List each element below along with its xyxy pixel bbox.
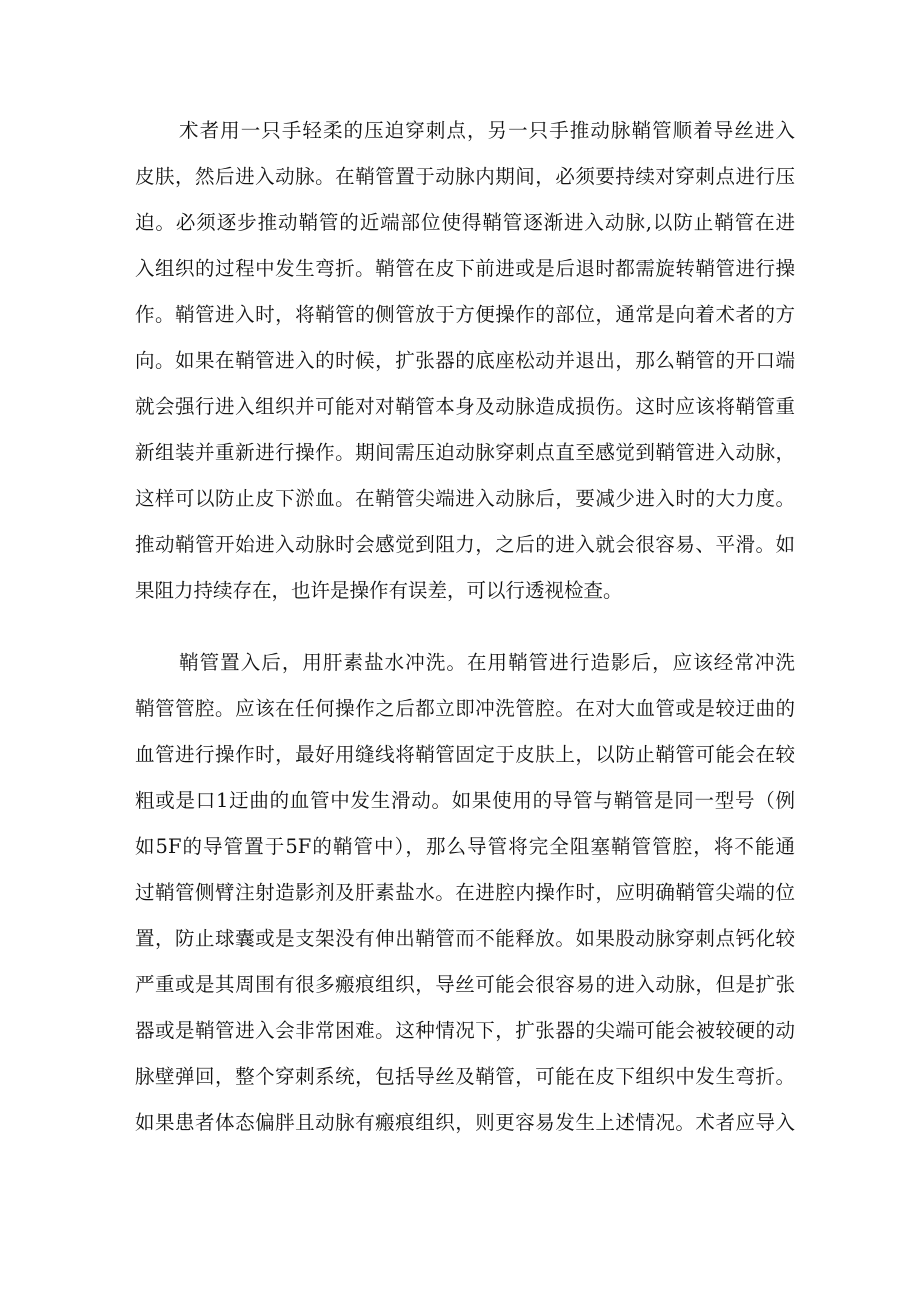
paragraph-line: 过鞘管侧臂注射造影剂及肝素盐水。在进腔内操作时，应明确鞘管尖端的位 xyxy=(135,881,795,904)
paragraph-line: 严重或是其周围有很多瘢痕组织，导丝可能会很容易的进入动脉，但是扩张 xyxy=(135,973,795,996)
paragraph-line: 这样可以防止皮下淤血。在鞘管尖端进入动脉后，要减少进入时的大力度。 xyxy=(135,487,795,510)
paragraph-line: 脉壁弹回，整个穿刺系统，包括导丝及鞘管，可能在皮下组织中发生弯折。 xyxy=(135,1065,795,1088)
paragraph-line: 鞘管管腔。应该在任何操作之后都立即冲洗管腔。在对大血管或是较迂曲的 xyxy=(135,697,795,720)
paragraph-line: 置，防止球囊或是支架没有伸出鞘管而不能释放。如果股动脉穿刺点钙化较 xyxy=(135,927,795,950)
paragraph-line: 入组织的过程中发生弯折。鞘管在皮下前进或是后退时都需旋转鞘管进行操 xyxy=(135,257,795,280)
paragraph-line: 迫。必须逐步推动鞘管的近端部位使得鞘管逐渐进入动脉,以防止鞘管在进 xyxy=(135,211,795,234)
paragraph-line: 如5F的导管置于5F的鞘管中），那么导管将完全阻塞鞘管管腔，将不能通 xyxy=(135,835,795,858)
paragraph-line: 向。如果在鞘管进入的时候，扩张器的底座松动并退出，那么鞘管的开口端 xyxy=(135,349,795,372)
paragraph-line: 新组装并重新进行操作。期间需压迫动脉穿刺点直至感觉到鞘管进入动脉， xyxy=(135,441,795,464)
paragraph-line: 皮肤，然后进入动脉。在鞘管置于动脉内期间，必须要持续对穿刺点进行压 xyxy=(135,165,795,188)
paragraph-line: 如果患者体态偏胖且动脉有瘢痕组织，则更容易发生上述情况。术者应导入 xyxy=(135,1111,795,1134)
paragraph-line: 术者用一只手轻柔的压迫穿刺点，另一只手推动脉鞘管顺着导丝进入 xyxy=(179,119,795,142)
paragraph-line: 器或是鞘管进入会非常困难。这种情况下，扩张器的尖端可能会被较硬的动 xyxy=(135,1019,795,1042)
paragraph-line: 鞘管置入后，用肝素盐水冲洗。在用鞘管进行造影后，应该经常冲洗 xyxy=(179,651,795,674)
paragraph-line: 果阻力持续存在，也许是操作有误差，可以行透视检查。 xyxy=(135,579,623,602)
paragraph-line: 推动鞘管开始进入动脉时会感觉到阻力，之后的进入就会很容易、平滑。如 xyxy=(135,533,795,556)
paragraph-line: 血管进行操作时，最好用缝线将鞘管固定于皮肤上，以防止鞘管可能会在较 xyxy=(135,743,795,766)
paragraph-line: 粗或是口1迂曲的血管中发生滑动。如果使用的导管与鞘管是同一型号（例 xyxy=(135,789,795,812)
paragraph-line: 就会强行进入组织并可能对对鞘管本身及动脉造成损伤。这时应该将鞘管重 xyxy=(135,395,795,418)
paragraph-line: 作。鞘管进入时，将鞘管的侧管放于方便操作的部位，通常是向着术者的方 xyxy=(135,303,795,326)
